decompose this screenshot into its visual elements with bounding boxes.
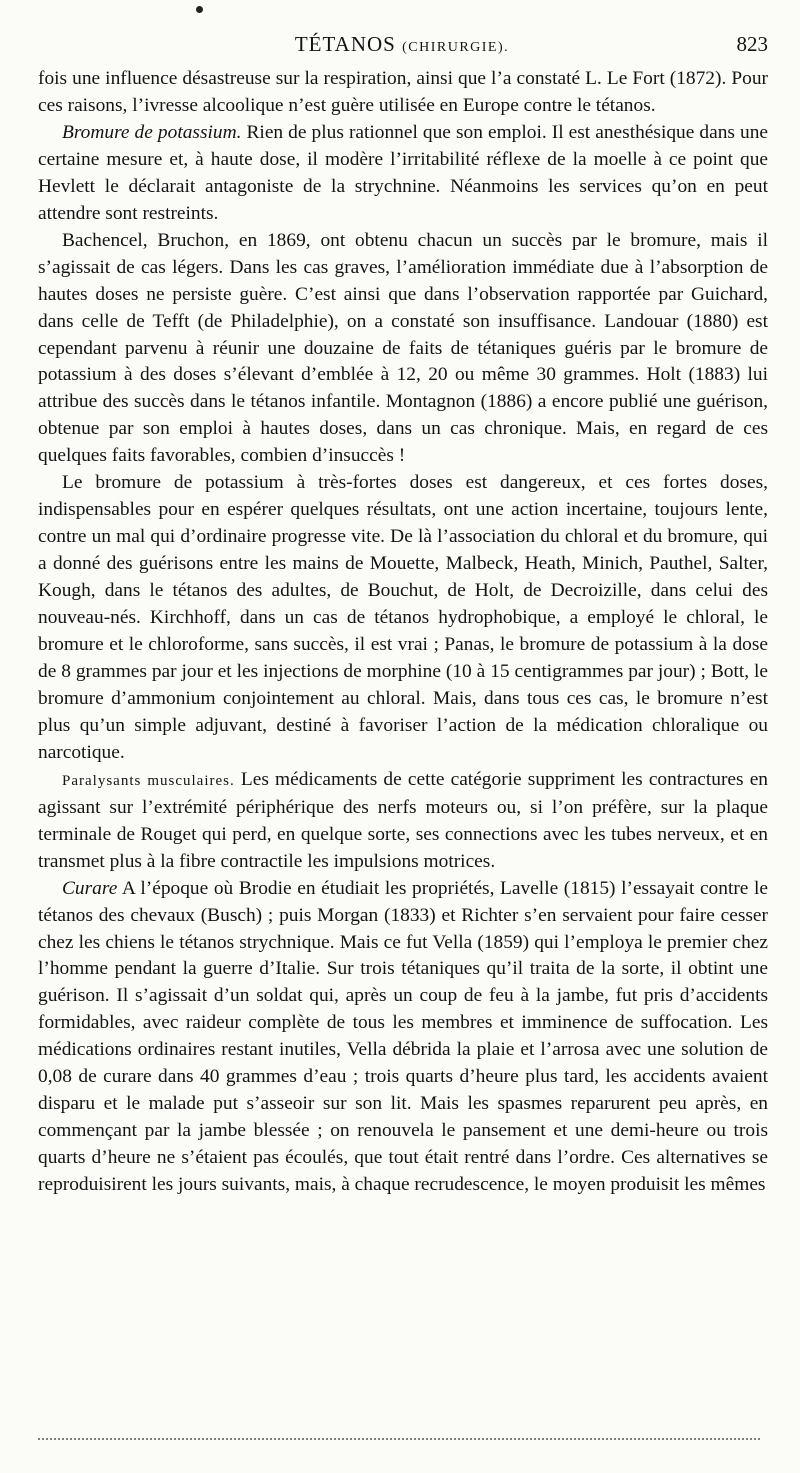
running-head xyxy=(36,32,768,66)
paragraph-curare: Curare A l’époque où Brodie en étudiait les propriétés, Lavelle (1815) l’essayait contre le tétanos des chevaux (Busch) ; puis Morgan (1833) et Richter s’en servaient pour faire cesser chez les chiens le tétanos strychnique. Mais ce fut Vella (1859) qui l’employa le premier chez l’homme pendant la guerre d’Italie. Sur trois tétaniques qu’il traita de la sorte, il obtint une guérison. Il s’agissait d’un soldat qui, après un coup de feu à la jambe, fut pris d’accidents formidables, avec raideur complète de tous les membres et imminence de suffocation. Les médications ordinaires restant inutiles, Vella débrida la plaie et l’arrosa avec une solution de 0,08 de curare dans 40 grammes d’eau ; trois quarts d’heure plus tard, les accidents avaient disparu et le malade put s’asseoir sur son lit. Mais les spasmes reparurent peu après, en commençant par la jambe blessée ; on renouvela le pansement et une demi-heure ou trois quarts d’heure ne s’étaient pas écoulés, que tout était rentré dans l’ordre. Ces alternatives se reproduisirent les jours suivants, mais, à chaque recrudescence, le moyen produisit les mêmes xyxy=(38,877,768,1196)
paragraph-bromure-potassium: Bromure de potassium. Rien de plus rationnel que son emploi. Il est anesthésique dans une certaine mesure et, à haute dose, il modère l’irritabilité réflexe de la moelle à ce point que Hevlett le déclarait antagoniste de la strychnine. Néanmoins les services qu’on en peut attendre sont restreints. xyxy=(38,121,768,224)
section-lead: Curare xyxy=(62,877,118,899)
paragraph-bromure-doses: Le bromure de potassium à très-fortes doses est dangereux, et ces fortes doses, indispensables pour en espérer quelques résultats, ont une action incertaine, toujours lente, contre un mal qui d’ordinaire progresse vite. De là l’association du chloral et du bromure, qui a donné des guérisons entre les mains de Mouette, Malbeck, Heath, Minich, Pauthel, Salter, Kough, dans le tétanos des adultes, de Bouchut, de Holt, de Decroizille, dans celui des nouveau-nés. Kirchhoff, dans un cas de tétanos hydrophobique, a employé le chloral, le bromure et le chloroforme, sans succès, il est vrai ; Panas, le bromure de potassium à la dose de 8 grammes par jour et les injections de morphine (10 à 15 centigrammes par jour) ; Bott, le bromure d’ammonium conjointement au chloral. Mais, dans tous ces cas, le bromure n’est plus qu’un simple adjuvant, destiné à favoriser l’action de la médication chloralique ou narcotique. xyxy=(38,472,768,763)
paragraph-bachencel: Bachencel, Bruchon, en 1869, ont obtenu chacun un succès par le bromure, mais il s’agissait de cas légers. Dans les cas graves, l’amélioration immédiate due à l’absorption de hautes doses ne persiste guère. C’est ainsi que dans l’observation rapportée par Guichard, dans celle de Tefft (de Philadelphie), on a constaté son insuffisance. Landouar (1880) est cependant parvenu à réunir une douzaine de faits de tétaniques guéris par le bromure de potassium à des doses s’élevant d’emblée à 12, 20 ou même 30 grammes. Holt (1883) lui attribue des succès dans le tétanos infantile. Montagnon (1886) a encore publié une guérison, obtenue par son emploi à hautes doses, dans un cas chronique. Mais, en regard de ces quelques faits favorables, combien d’insuccès ! xyxy=(38,229,768,467)
body-text xyxy=(38,66,768,1199)
paragraph-paralysants: Paralysants musculaires. Les médicaments de cette catégorie suppriment les contractures en agissant sur l’extrémité périphérique des nerfs moteurs ou, si l’on préfère, sur la plaque terminale de Rouget qui perd, en quelque sorte, ses connections avec les tubes nerveux, et en transmet plus à la fibre contractile les impulsions motrices. xyxy=(38,768,768,872)
section-lead: Paralysants musculaires. xyxy=(62,772,235,789)
section-lead: Bromure de potassium. xyxy=(62,121,242,143)
running-title xyxy=(36,32,768,57)
ink-dot xyxy=(196,6,203,13)
page-number: 823 xyxy=(736,32,768,56)
cut-off-footer-line xyxy=(38,1438,760,1440)
running-title-sub: (CHIRURGIE). xyxy=(402,40,510,55)
running-title-main: TÉTANOS xyxy=(294,32,396,56)
paragraph-continuation: fois une influence désastreuse sur la respiration, ainsi que l’a constaté L. Le Fort (1872). Pour ces raisons, l’ivresse alcoolique n’est guère utilisée en Europe contre le tétanos. xyxy=(38,68,768,116)
